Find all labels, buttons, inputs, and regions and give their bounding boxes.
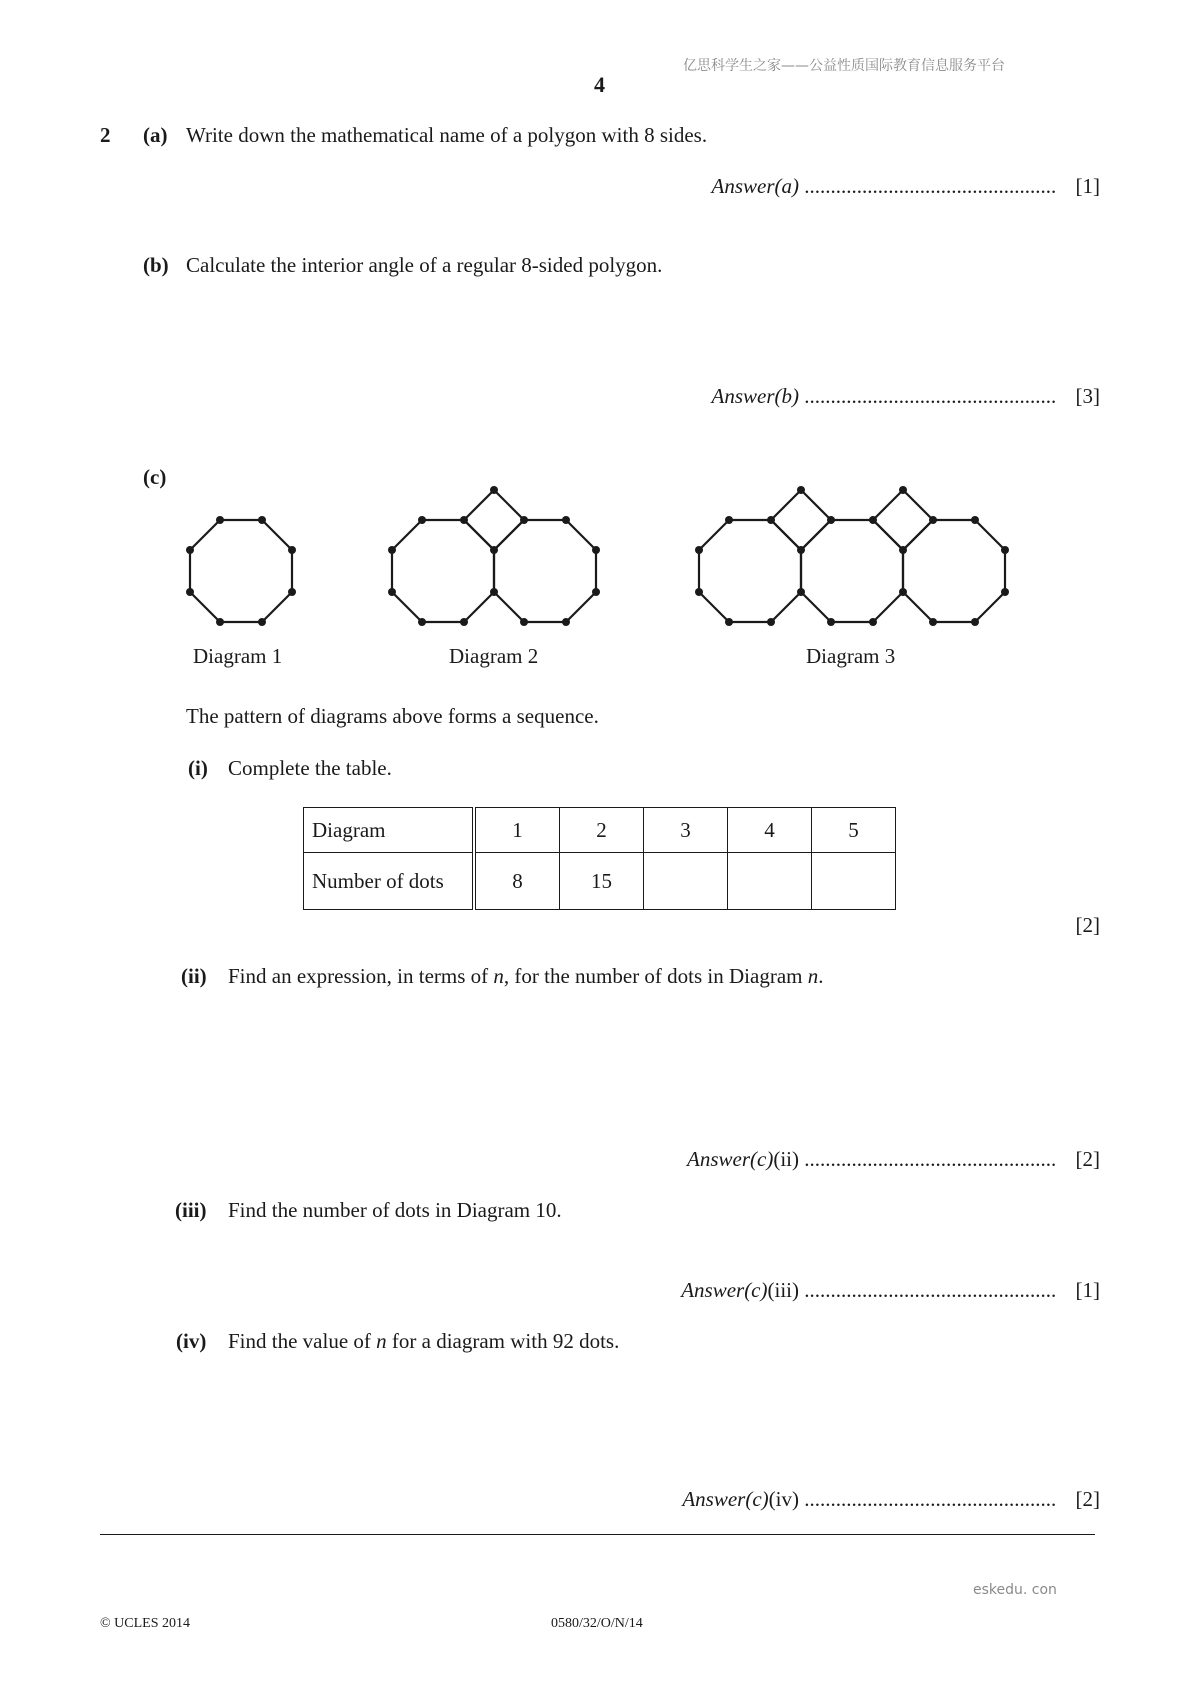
answer-c-iii-suffix: (iii) [767,1278,799,1302]
variable-n: n [807,964,819,988]
table-row-diagram [304,808,896,853]
watermark-bottom: eskedu. con [973,1582,1057,1598]
answer-c-iii-marks: [1] [1075,1278,1100,1302]
table-cell: 2 [560,808,644,853]
diagram-1-octagon [190,520,292,622]
table-row-number-of-dots [304,853,896,910]
table-cell: 8 [474,853,560,910]
dot [562,516,570,524]
answer-c-iv-line [682,1487,1100,1512]
diagram-3-square-2 [873,490,933,550]
dot [258,618,266,626]
answer-cell-diagram-4[interactable] [728,853,812,910]
dot [695,546,703,554]
answer-c-iv-label: Answer(c) [682,1487,769,1511]
answer-c-iv-suffix: (iv) [768,1487,799,1511]
part-c-iv-text-1: Find the value of [228,1329,377,1353]
page-number: 4 [594,72,605,97]
dot [899,546,907,554]
dot [797,486,805,494]
table-cell: 3 [644,808,728,853]
dot [899,588,907,596]
dot [767,516,775,524]
dot [520,618,528,626]
dot [592,588,600,596]
answer-c-iii-label: Answer(c) [681,1278,768,1302]
sequence-intro: The pattern of diagrams above forms a sequence. [186,704,599,728]
answer-c-iii-field[interactable]: ................................................ [804,1278,1057,1302]
dot [288,546,296,554]
answer-cell-diagram-5[interactable] [812,853,896,910]
diagram-2-label: Diagram 2 [449,644,539,668]
part-c-ii-label: (ii) [181,964,207,988]
part-c-iii-label: (iii) [175,1198,207,1222]
dot [827,516,835,524]
dot [971,618,979,626]
dot [418,618,426,626]
part-c-iv-label: (iv) [176,1329,207,1353]
answer-c-iii-line [681,1278,1100,1303]
answer-c-ii-line [687,1147,1100,1172]
dot [725,618,733,626]
question-number: 2 [100,123,111,147]
answer-a-field[interactable]: ................................................ [804,174,1057,198]
part-c-label: (c) [143,465,167,489]
dot [725,516,733,524]
answer-c-iv-field[interactable]: ................................................ [804,1487,1057,1511]
watermark-top: 亿思科学生之家——公益性质国际教育信息服务平台 [683,58,1005,74]
part-a-text: Write down the mathematical name of a polygon with 8 sides. [186,123,708,147]
answer-cell-diagram-3[interactable] [644,853,728,910]
footer-copyright: © UCLES 2014 [100,1616,190,1631]
dot [1001,546,1009,554]
part-c-ii-text-3: . [818,964,824,988]
dot [460,516,468,524]
answer-a-label: Answer(a) [711,174,799,198]
answer-c-iv-marks: [2] [1075,1487,1100,1511]
table-cell: 1 [474,808,560,853]
part-c-i-marks: [2] [1075,913,1100,937]
answer-b-label: Answer(b) [711,384,799,408]
part-c-i-label: (i) [188,756,208,780]
dot [695,588,703,596]
dot [1001,588,1009,596]
part-c-iv-text [228,1329,619,1354]
table-cell: 4 [728,808,812,853]
dot [418,516,426,524]
part-b-text: Calculate the interior angle of a regular 8-sided polygon. [186,253,663,277]
dot [216,516,224,524]
dot [186,546,194,554]
answer-a-marks: [1] [1075,174,1100,198]
table-header-number-of-dots: Number of dots [304,853,475,910]
dot [869,618,877,626]
part-c-iv-text-2: for a diagram with 92 dots. [386,1329,620,1353]
dot [460,618,468,626]
dot [520,516,528,524]
answer-c-ii-label: Answer(c) [687,1147,774,1171]
dot [388,546,396,554]
dot [490,588,498,596]
dot [288,588,296,596]
dot [929,516,937,524]
page-divider [100,1534,1095,1535]
diagram-1-label: Diagram 1 [193,644,283,668]
answer-b-marks: [3] [1075,384,1100,408]
answer-b-field[interactable]: ................................................ [804,384,1057,408]
dot [216,618,224,626]
variable-n: n [493,964,504,988]
dot [562,618,570,626]
diagram-3-label: Diagram 3 [806,644,896,668]
dot [490,546,498,554]
dot [869,516,877,524]
dot [929,618,937,626]
part-a-label: (a) [143,123,168,147]
dots-table [303,807,896,910]
part-c-iii-text: Find the number of dots in Diagram 10. [228,1198,562,1222]
table-cell: 5 [812,808,896,853]
part-c-ii-text-1: Find an expression, in terms of [228,964,494,988]
diagram-2-square [464,490,524,550]
dot [971,516,979,524]
table-header-diagram: Diagram [304,808,475,853]
octagon-diagrams [0,0,1190,700]
dot [186,588,194,596]
dot [592,546,600,554]
dot [767,618,775,626]
dot [388,588,396,596]
dot [258,516,266,524]
variable-n: n [376,1329,387,1353]
part-c-ii-text [228,964,823,989]
part-c-ii-text-2: , for the number of dots in Diagram [503,964,808,988]
answer-c-ii-suffix: (ii) [773,1147,799,1171]
part-b-label: (b) [143,253,169,277]
dot [899,486,907,494]
answer-c-ii-marks: [2] [1075,1147,1100,1171]
part-c-i-text: Complete the table. [228,756,392,780]
dot [827,618,835,626]
dot [797,588,805,596]
table-cell: 15 [560,853,644,910]
answer-c-ii-field[interactable]: ................................................ [804,1147,1057,1171]
dot [490,486,498,494]
diagram-3-square-1 [771,490,831,550]
dot [797,546,805,554]
footer-paper-code: 0580/32/O/N/14 [551,1616,643,1631]
